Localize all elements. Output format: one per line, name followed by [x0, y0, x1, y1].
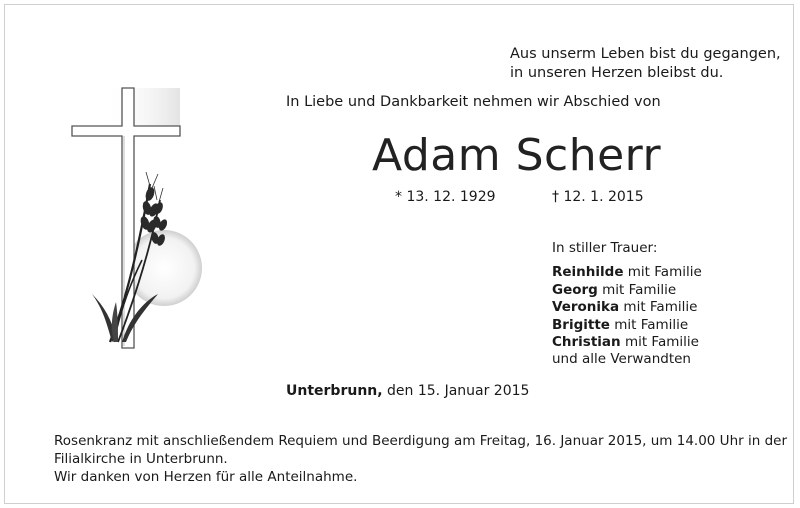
mourners-block — [552, 240, 702, 369]
mourner-suffix: mit Familie — [627, 264, 702, 281]
mourners-closing: und alle Verwandten — [552, 351, 691, 368]
birth-date: * 13. 12. 1929 — [395, 189, 496, 205]
mourners-heading: In stiller Trauer: — [552, 240, 658, 256]
mourner-entry — [552, 282, 702, 299]
service-notes — [54, 433, 787, 486]
mourner-suffix: mit Familie — [623, 299, 698, 316]
mourner-name: Brigitte — [552, 316, 610, 333]
notice-date: den 15. Januar 2015 — [387, 383, 530, 399]
mourner-suffix: mit Familie — [614, 316, 689, 333]
intro-text: In Liebe und Dankbarkeit nehmen wir Abschied von — [286, 94, 661, 110]
death-date: † 12. 1. 2015 — [552, 189, 644, 205]
deceased-name: Adam Scherr — [372, 130, 662, 181]
mourner-name: Veronika — [552, 299, 620, 316]
mourner-suffix: mit Familie — [602, 281, 677, 298]
notes-line-2: Filialkirche in Unterbrunn. — [54, 450, 228, 467]
notes-line-3: Wir danken von Herzen für alle Anteilnahme. — [54, 468, 358, 485]
mourner-entry — [552, 317, 702, 334]
cross-with-wheat-icon — [62, 80, 212, 370]
place-date-line — [286, 383, 529, 399]
mourner-entry — [552, 299, 702, 316]
notes-line-1: Rosenkranz mit anschließendem Requiem und Beerdigung am Freitag, 16. Januar 2015, um 14.00 Uhr in der — [54, 433, 787, 449]
mourner-name: Georg — [552, 281, 598, 298]
mourner-entry — [552, 334, 702, 351]
mourner-name: Reinhilde — [552, 264, 624, 281]
quote-line-1: Aus unserm Leben bist du gegangen, — [510, 46, 781, 62]
mourner-suffix: mit Familie — [624, 334, 699, 351]
mourner-entry — [552, 264, 702, 281]
quote-text — [510, 45, 781, 83]
place-name: Unterbrunn, — [286, 383, 383, 399]
quote-line-2: in unseren Herzen bleibst du. — [510, 65, 724, 81]
mourner-name: Christian — [552, 334, 621, 351]
